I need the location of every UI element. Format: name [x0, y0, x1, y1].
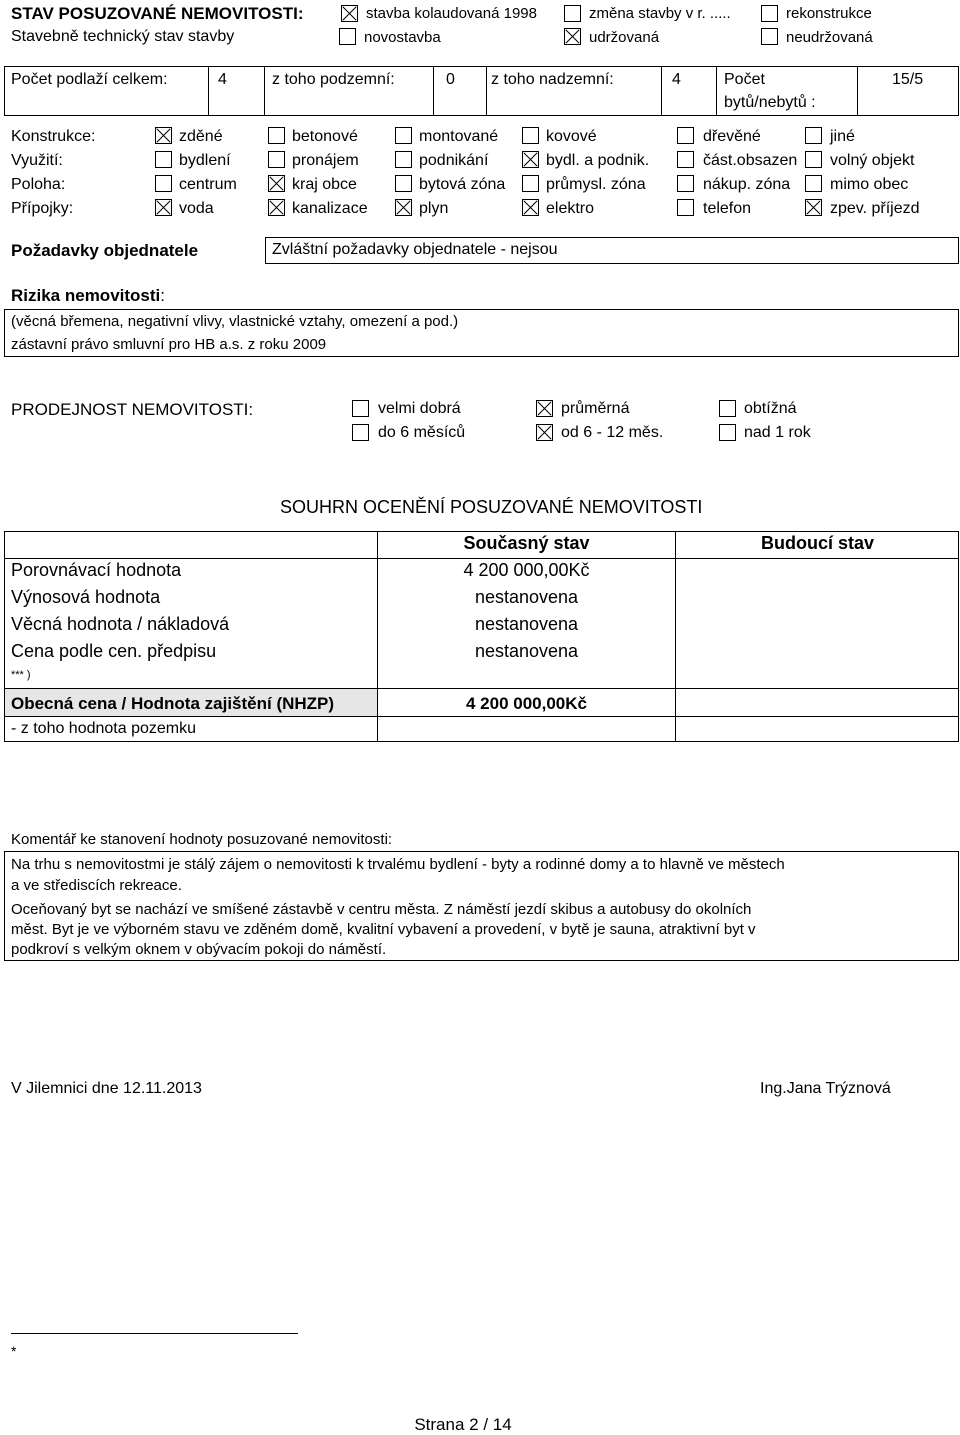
checkbox-konstrukce-3[interactable] — [522, 127, 539, 144]
souhrn-title: SOUHRN OCENĚNÍ POSUZOVANÉ NEMOVITOSTI — [280, 497, 703, 517]
stav-subtitle: Stavebně technický stav stavby — [11, 28, 235, 45]
option-label-konstrukce-3: kovové — [546, 128, 597, 145]
attr-label-konstrukce: Konstrukce: — [11, 128, 96, 145]
checkbox-udrzovana[interactable] — [564, 28, 581, 45]
label-novostavba: novostavba — [364, 29, 441, 46]
signature-name: Ing.Jana Trýznová — [760, 1080, 891, 1097]
option-label-vyuziti-1: pronájem — [292, 152, 359, 169]
col-future-header: Budoucí stav — [760, 533, 875, 553]
label-zmena-stavby: změna stavby v r. ..... — [589, 5, 731, 22]
checkbox-vyuziti-2[interactable] — [395, 151, 412, 168]
row-vecna-label: Věcná hodnota / nákladová — [11, 614, 230, 634]
place-date: V Jilemnici dne 12.11.2013 — [11, 1080, 202, 1097]
checkbox-vyuziti-4[interactable] — [677, 151, 694, 168]
komentar-p2-line1: Oceňovaný byt se nachází ve smíšené zástavbě v centru města. Z náměstí jezdí skibus a autobusy do okolních — [11, 901, 752, 918]
checkbox-konstrukce-5[interactable] — [805, 127, 822, 144]
row-porovnavaci-label: Porovnávací hodnota — [11, 560, 182, 580]
checkbox-obtizna[interactable] — [719, 400, 736, 417]
prodejnost-label: PRODEJNOST NEMOVITOSTI: — [11, 400, 254, 419]
option-label-vyuziti-0: bydlení — [179, 152, 231, 169]
pozadavky-label: Požadavky objednatele — [11, 241, 199, 260]
checkbox-pripojky-5[interactable] — [805, 199, 822, 216]
checkbox-konstrukce-0[interactable] — [155, 127, 172, 144]
checkbox-pripojky-0[interactable] — [155, 199, 172, 216]
checkbox-pripojky-2[interactable] — [395, 199, 412, 216]
komentar-p1-line2: a ve střediscích rekreace. — [11, 877, 182, 894]
pozemek-label: - z toho hodnota pozemku — [11, 720, 197, 737]
option-label-konstrukce-0: zděné — [179, 128, 223, 145]
label-od-6-12-mes: od 6 - 12 měs. — [561, 424, 664, 441]
option-label-vyuziti-4: část.obsazen — [703, 152, 798, 169]
option-label-konstrukce-4: dřevěné — [703, 128, 761, 145]
checkbox-vyuziti-0[interactable] — [155, 151, 172, 168]
option-label-vyuziti-2: podnikání — [419, 152, 489, 169]
option-label-pripojky-0: voda — [179, 200, 214, 217]
byty-label-2: bytů/nebytů : — [724, 94, 816, 111]
checkbox-poloha-3[interactable] — [522, 175, 539, 192]
col-current-header: Současný stav — [463, 533, 590, 553]
total-label: Obecná cena / Hodnota zajištění (NHZP) — [11, 694, 335, 713]
option-label-pripojky-2: plyn — [419, 200, 449, 217]
label-velmi-dobra: velmi dobrá — [378, 400, 461, 417]
row-porovnavaci-value: 4 200 000,00Kč — [463, 560, 590, 580]
checkbox-nad-1-rok[interactable] — [719, 424, 736, 441]
attr-label-vyuziti: Využití: — [11, 152, 63, 169]
rizika-title — [11, 286, 165, 306]
row-cenovy-predpis-value: nestanovena — [474, 641, 579, 661]
attr-label-pripojky: Přípojky: — [11, 200, 74, 217]
podzemni-label: z toho podzemní: — [272, 71, 395, 88]
checkbox-vyuziti-5[interactable] — [805, 151, 822, 168]
option-label-pripojky-4: telefon — [703, 200, 752, 217]
checkbox-rekonstrukce[interactable] — [761, 5, 778, 22]
podzemni-value: 0 — [446, 71, 455, 88]
nadzemni-value: 4 — [672, 71, 681, 88]
rizika-label: Rizika nemovitosti — [11, 286, 161, 305]
label-do-6-mesicu: do 6 měsíců — [378, 424, 466, 441]
checkbox-poloha-4[interactable] — [677, 175, 694, 192]
checkbox-poloha-5[interactable] — [805, 175, 822, 192]
option-label-vyuziti-5: volný objekt — [830, 152, 915, 169]
checkbox-vyuziti-1[interactable] — [268, 151, 285, 168]
total-current: 4 200 000,00Kč — [466, 694, 587, 713]
rizika-line-2: zástavní právo smluvní pro HB a.s. z roku 2009 — [11, 336, 327, 353]
checkbox-kolaudovana[interactable] — [341, 5, 358, 22]
checkbox-konstrukce-4[interactable] — [677, 127, 694, 144]
checkbox-novostavba[interactable] — [339, 28, 356, 45]
label-kolaudovana: stavba kolaudovaná 1998 — [366, 5, 537, 22]
checkbox-zmena-stavby[interactable] — [564, 5, 581, 22]
podlazi-total: 4 — [218, 71, 227, 88]
option-label-poloha-1: kraj obce — [292, 176, 357, 193]
komentar-p1-line1: Na trhu s nemovitostmi je stálý zájem o nemovitosti k trvalému bydlení - byty a rodinné domy a to hlavně ve městech — [11, 856, 785, 873]
row-vynosova-value: nestanovena — [474, 587, 579, 607]
label-udrzovana: udržovaná — [589, 29, 660, 46]
label-obtizna: obtížná — [744, 400, 797, 417]
page-number: Strana 2 / 14 — [414, 1415, 512, 1434]
checkbox-od-6-12-mes[interactable] — [536, 424, 553, 441]
option-label-konstrukce-1: betonové — [292, 128, 358, 145]
option-label-pripojky-5: zpev. příjezd — [830, 200, 920, 217]
byty-value: 15/5 — [892, 71, 924, 88]
checkbox-vyuziti-3[interactable] — [522, 151, 539, 168]
rizika-colon: : — [160, 286, 165, 305]
row-vecna-value: nestanovena — [474, 614, 579, 634]
podlazi-label: Počet podlaží celkem: — [11, 71, 168, 88]
checkbox-poloha-1[interactable] — [268, 175, 285, 192]
row-vynosova-label: Výnosová hodnota — [11, 587, 161, 607]
option-label-poloha-4: nákup. zóna — [703, 176, 791, 193]
label-prumerna: průměrná — [561, 400, 630, 417]
pozadavky-value: Zvláštní požadavky objednatele - nejsou — [272, 241, 558, 258]
label-neudrzovana: neudržovaná — [786, 29, 873, 46]
checkbox-do-6-mesicu[interactable] — [352, 424, 369, 441]
footnote-mark: * — [11, 1343, 17, 1359]
footnote-divider — [11, 1333, 298, 1334]
checkbox-pripojky-1[interactable] — [268, 199, 285, 216]
option-label-konstrukce-5: jiné — [830, 128, 855, 145]
option-label-konstrukce-2: montované — [419, 128, 499, 145]
checkbox-pripojky-4[interactable] — [677, 199, 694, 216]
checkbox-pripojky-3[interactable] — [522, 199, 539, 216]
option-label-poloha-5: mimo obec — [830, 176, 909, 193]
attr-label-poloha: Poloha: — [11, 176, 66, 193]
row-cenovy-predpis-label: Cena podle cen. předpisu — [11, 641, 217, 661]
option-label-pripojky-3: elektro — [546, 200, 595, 217]
rizika-line-1: (věcná břemena, negativní vlivy, vlastnické vztahy, omezení a pod.) — [11, 313, 459, 330]
option-label-poloha-0: centrum — [179, 176, 237, 193]
komentar-p2-line3: podkroví s velkým oknem v obývacím pokoji do náměstí. — [11, 941, 387, 958]
label-rekonstrukce: rekonstrukce — [786, 5, 872, 22]
checkbox-velmi-dobra[interactable] — [352, 400, 369, 417]
byty-label-1: Počet — [724, 71, 765, 88]
checkbox-konstrukce-2[interactable] — [395, 127, 412, 144]
komentar-label: Komentář ke stanovení hodnoty posuzované nemovitosti: — [11, 831, 393, 848]
checkbox-konstrukce-1[interactable] — [268, 127, 285, 144]
stav-title: STAV POSUZOVANÉ NEMOVITOSTI: — [11, 4, 304, 23]
nadzemni-label: z toho nadzemní: — [491, 71, 614, 88]
checkbox-poloha-2[interactable] — [395, 175, 412, 192]
checkbox-neudrzovana[interactable] — [761, 28, 778, 45]
option-label-poloha-2: bytová zóna — [419, 176, 506, 193]
option-label-vyuziti-3: bydl. a podnik. — [546, 152, 650, 169]
komentar-p2-line2: měst. Byt je ve výborném stavu ve zděném domě, kvalitní vybavení a provedení, v bytě je sauna, atraktivní byt v — [11, 921, 756, 938]
option-label-pripojky-1: kanalizace — [292, 200, 368, 217]
row-footnote-label: *** ) — [11, 669, 31, 681]
checkbox-poloha-0[interactable] — [155, 175, 172, 192]
option-label-poloha-3: průmysl. zóna — [546, 176, 646, 193]
checkbox-prumerna[interactable] — [536, 400, 553, 417]
label-nad-1-rok: nad 1 rok — [744, 424, 811, 441]
